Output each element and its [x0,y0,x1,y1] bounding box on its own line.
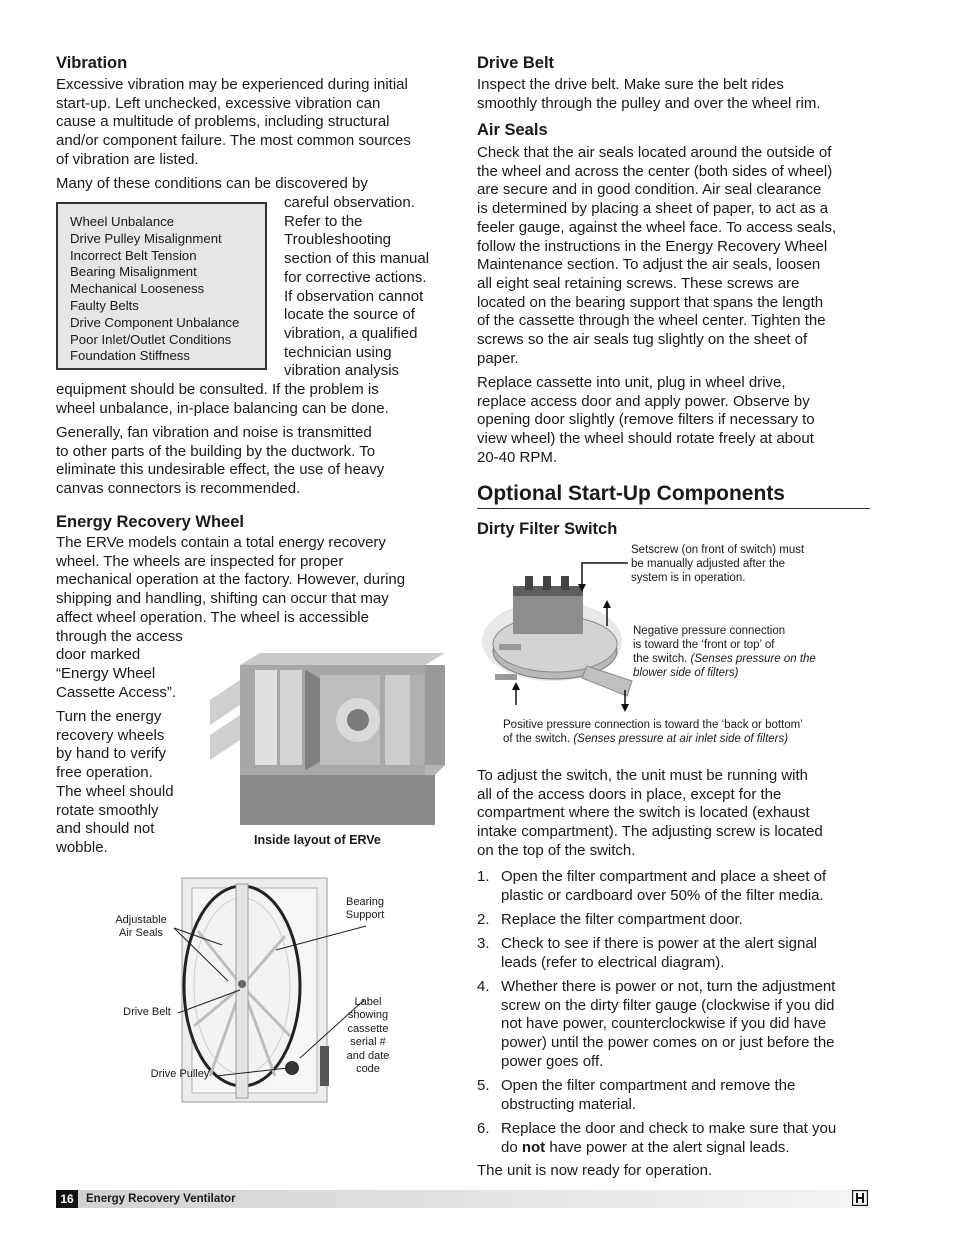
cause-item: Foundation Stiffness [70,348,190,364]
page-number: 16 [56,1190,78,1208]
energy-wheel-turn-text: Turn the energy recovery wheels by hand to verify free operation. The wheel should rotate smoothly and should not wobble. [56,708,174,856]
ready-text: The unit is now ready for operation. [477,1162,713,1179]
cause-item: Poor Inlet/Outlet Conditions [70,331,232,347]
cause-item: Drive Component Unbalance [70,314,240,330]
step-item: 2. Replace the filter compartment door. [477,910,743,928]
step-item: 4. Whether there is power or not, turn the adjustment screw on the dirty filter gauge (clockwise if you did not have power, counterclockwise if you did have power) until the power comes on or just before the power goes off. [477,978,836,1070]
negative-pressure-callout: Negative pressure connection is toward the ‘front or top’ of the switch. (Senses pressure on the blower side of filters) [633,625,816,679]
setscrew-callout: Setscrew (on front of switch) must be manually adjusted after the system is in operation. [631,544,805,584]
drive-belt-text: Inspect the drive belt. Make sure the belt rides smoothly through the pulley and over the wheel rim. [477,76,821,112]
cause-item: Bearing Misalignment [70,264,197,280]
drive-pulley-label: Drive Pulley [150,1068,210,1080]
step-item: 1. Open the filter compartment and place a sheet of plastic or cardboard over 50% of the filter media. [477,868,827,904]
dirty-filter-switch-heading: Dirty Filter Switch [477,520,618,538]
vibration-after-text: equipment should be consulted. If the problem is wheel unbalance, in-place balancing can be done. [56,381,389,417]
footer-title: Energy Recovery Ventilator [86,1193,236,1205]
air-seals-heading: Air Seals [477,121,548,139]
cause-item: Mechanical Looseness [70,281,205,297]
step-item: 3. Check to see if there is power at the alert signal leads (refer to electrical diagram). [477,935,817,971]
erv-caption: Inside layout of ERVe [254,833,381,847]
replace-cassette-text: Replace cassette into unit, plug in wheel drive, replace access door and apply power. Observe by opening door slightly (remove filters if necessary to view wheel) the wheel should rotate freely at about 20-40 RPM. [477,374,815,466]
vibration-ductwork-text: Generally, fan vibration and noise is transmitted to other parts of the building by the ductwork. To eliminate this undesirable effect, the use of heavy canvas connectors is recommended. [56,424,385,498]
optional-startup-heading: Optional Start-Up Components [477,482,785,505]
vibration-wrap-text: careful observation. Refer to the Troubleshooting section of this manual for corrective actions. If observation cannot locate the source of vibration, a qualified technician using vibration analysis [284,194,430,380]
adjust-steps-list [477,868,871,1163]
energy-wheel-heading: Energy Recovery Wheel [56,513,244,531]
cause-item: Incorrect Belt Tension [70,247,197,263]
step-item: 6. Replace the door and check to make sure that you do not have power at the alert signal leads. [477,1119,837,1156]
positive-pressure-callout: Positive pressure connection is toward the ‘back or bottom’ of the switch. (Senses pressure at air inlet side of filters) [503,719,803,745]
cause-item: Drive Pulley Misalignment [70,230,222,246]
cassette-label-label: Label showing cassette serial # and date code [346,996,390,1076]
vibration-heading: Vibration [56,54,128,72]
adjustable-air-seals-label: Adjustable Air Seals [115,914,167,940]
drive-belt-label: Drive Belt [123,1006,171,1018]
brand-logo-icon [852,1190,868,1206]
air-seals-text: Check that the air seals located around the outside of the wheel and across the center (both sides of wheel) are secure and in good condition. Air seal clearance is determined by placing a sheet of paper, to act as a feeler gauge, against the wheel face. To access seals, follow the instructions in the Energy Recovery Wheel Maintenance section. To adjust the air seals, loosen all eight seal retaining screws. These screws are located on the bearing support that spans the length of the cassette through the wheel center. Tighten the screws so the air seals tug slightly on the sheet of paper. [477,144,837,367]
step-item: 5. Open the filter compartment and remove the obstructing material. [477,1077,796,1113]
drive-belt-heading: Drive Belt [477,54,555,72]
energy-wheel-intro: The ERVe models contain a total energy recovery wheel. The wheels are inspected for proper mechanical operation at the factory. However, during shipping and handling, shifting can occur that may affect wheel operation. The wheel is accessible through the access door marked “Energy Wheel Cassette Access”. [56,534,406,701]
vibration-discover-line: Many of these conditions can be discovered by [56,175,368,192]
bearing-support-label: Bearing Support [345,896,385,922]
cause-item: Faulty Belts [70,297,139,313]
adjust-switch-text: To adjust the switch, the unit must be running with all of the access doors in place, except for the compartment where the switch is located (exhaust intake compartment). The adjusting screw is located on the top of the switch. [477,767,823,859]
cause-item: Wheel Unbalance [70,214,175,229]
vibration-intro: Excessive vibration may be experienced during initial start-up. Left unchecked, excessive vibration can cause a multitude of problems, including structural and/or component failure. The most common sources of vibration are listed. [56,76,411,168]
